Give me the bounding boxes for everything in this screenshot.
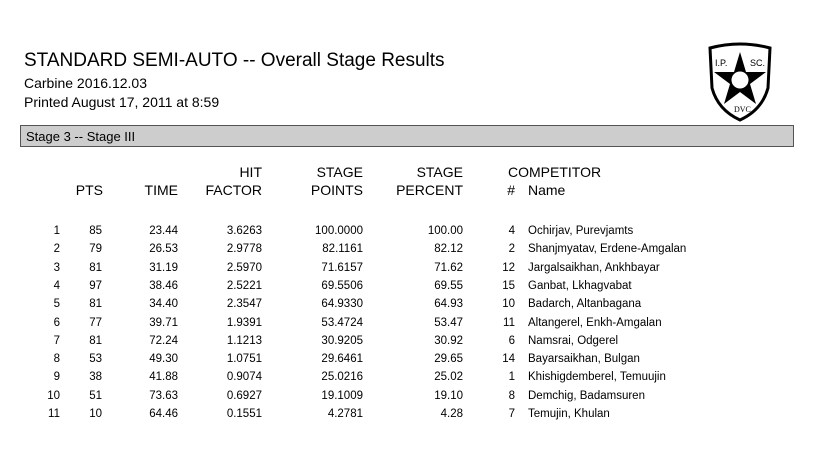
rank: 6 (53, 316, 60, 329)
rank: 4 (53, 279, 60, 292)
printed-date: Printed August 17, 2011 at 8:59 (24, 94, 220, 110)
stage-percent: 69.55 (434, 279, 463, 292)
competitor-number: 8 (508, 389, 515, 402)
svg-text:SC.: SC. (750, 58, 766, 68)
stage-percent: 4.28 (440, 408, 463, 420)
hit-factor: 0.6927 (226, 389, 262, 402)
points: 51 (89, 389, 102, 402)
hit-factor: 2.9778 (226, 243, 262, 256)
column-header-sp2: POINTS (310, 182, 363, 198)
column-header-name: Name (528, 182, 566, 198)
stage-points: 100.0000 (315, 225, 363, 237)
time: 31.19 (149, 261, 178, 274)
hit-factor: 1.9391 (226, 316, 262, 329)
competitor-name: Jargalsaikhan, Ankhbayar (528, 261, 660, 274)
hit-factor: 0.1551 (226, 408, 262, 420)
rank: 11 (48, 408, 60, 420)
stage-points: 71.6157 (321, 261, 363, 274)
time: 26.53 (149, 243, 178, 256)
stage-percent: 100.00 (427, 225, 463, 237)
competitor-name: Bayarsaikhan, Bulgan (528, 353, 640, 366)
column-header-pts: PTS (75, 182, 103, 198)
ipsc-logo-icon (706, 42, 774, 124)
stage-points: 69.5506 (321, 279, 363, 292)
stage-percent: 64.93 (434, 298, 463, 311)
competitor-number: 6 (508, 334, 515, 347)
stage-percent: 71.62 (434, 261, 463, 274)
competitor-number: 15 (502, 279, 515, 292)
rank: 9 (53, 371, 60, 384)
svg-text:DVC: DVC (734, 105, 751, 114)
points: 81 (89, 261, 102, 274)
column-header-comp: COMPETITOR (508, 164, 602, 180)
time: 73.63 (149, 389, 178, 402)
column-header-pc1: STAGE (416, 164, 463, 180)
stage-points: 25.0216 (321, 371, 363, 384)
competitor-number: 10 (502, 298, 515, 311)
competitor-number: 7 (508, 408, 515, 420)
stage-percent: 53.47 (434, 316, 463, 329)
points: 97 (89, 279, 102, 292)
rank: 8 (53, 353, 60, 366)
points: 53 (89, 353, 102, 366)
stage-points: 64.9330 (321, 298, 363, 311)
points: 79 (89, 243, 102, 256)
stage-percent: 29.65 (434, 353, 463, 366)
competitor-name: Ochirjav, Purevjamts (528, 225, 634, 237)
competitor-name: Badarch, Altanbagana (528, 298, 642, 311)
stage-percent: 30.92 (434, 334, 463, 347)
stage-points: 4.2781 (327, 408, 363, 420)
column-header-time: TIME (144, 182, 178, 198)
rank: 2 (53, 243, 60, 256)
column-header-sp1: STAGE (316, 164, 363, 180)
column-header-hit2: FACTOR (205, 182, 262, 198)
time: 64.46 (149, 408, 178, 420)
time: 23.44 (149, 225, 178, 237)
report-title: STANDARD SEMI-AUTO -- Overall Stage Results (24, 50, 445, 71)
rank: 10 (47, 389, 60, 402)
stage-points: 29.6461 (321, 353, 363, 366)
hit-factor: 1.1213 (226, 334, 262, 347)
stage-points: 30.9205 (321, 334, 363, 347)
hit-factor: 3.6263 (226, 225, 262, 237)
competitor-name: Altangerel, Enkh-Amgalan (528, 316, 662, 329)
points: 85 (89, 225, 102, 237)
competitor-number: 14 (502, 353, 515, 366)
match-name: Carbine 2016.12.03 (24, 75, 147, 91)
hit-factor: 2.5221 (226, 279, 262, 292)
points: 81 (89, 334, 102, 347)
stage-header: Stage 3 -- Stage III (20, 125, 794, 147)
rank: 7 (53, 334, 60, 347)
svg-text:I.P.: I.P. (715, 58, 728, 68)
column-header-num: # (507, 182, 515, 198)
time: 39.71 (149, 316, 178, 329)
competitor-number: 1 (508, 371, 515, 384)
stage-percent: 19.10 (434, 389, 463, 402)
rank: 3 (53, 261, 60, 274)
stage-points: 19.1009 (321, 389, 363, 402)
hit-factor: 1.0751 (226, 353, 262, 366)
competitor-name: Ganbat, Lkhagvabat (528, 279, 632, 292)
hit-factor: 0.9074 (226, 371, 262, 384)
competitor-name: Shanjmyatav, Erdene-Amgalan (528, 243, 687, 256)
competitor-number: 4 (508, 225, 515, 237)
points: 77 (89, 316, 102, 329)
hit-factor: 2.3547 (226, 298, 262, 311)
competitor-number: 12 (502, 261, 515, 274)
rank: 1 (53, 225, 60, 237)
time: 41.88 (149, 371, 178, 384)
points: 81 (89, 298, 102, 311)
competitor-number: 2 (508, 243, 515, 256)
time: 72.24 (149, 334, 178, 347)
column-header-hit1: HIT (239, 164, 262, 180)
competitor-number: 11 (503, 316, 515, 329)
stage-points: 53.4724 (321, 316, 363, 329)
points: 38 (89, 371, 102, 384)
stage-percent: 25.02 (434, 371, 463, 384)
time: 34.40 (149, 298, 178, 311)
competitor-name: Khishigdemberel, Temuujin (528, 371, 666, 384)
competitor-name: Demchig, Badamsuren (528, 389, 645, 402)
competitor-name: Namsrai, Odgerel (528, 334, 619, 347)
time: 49.30 (149, 353, 178, 366)
rank: 5 (53, 298, 60, 311)
points: 10 (89, 408, 102, 420)
time: 38.46 (149, 279, 178, 292)
hit-factor: 2.5970 (226, 261, 262, 274)
stage-points: 82.1161 (322, 243, 363, 256)
stage-percent: 82.12 (434, 243, 463, 256)
competitor-name: Temujin, Khulan (528, 408, 610, 420)
column-header-pc2: PERCENT (396, 182, 463, 198)
